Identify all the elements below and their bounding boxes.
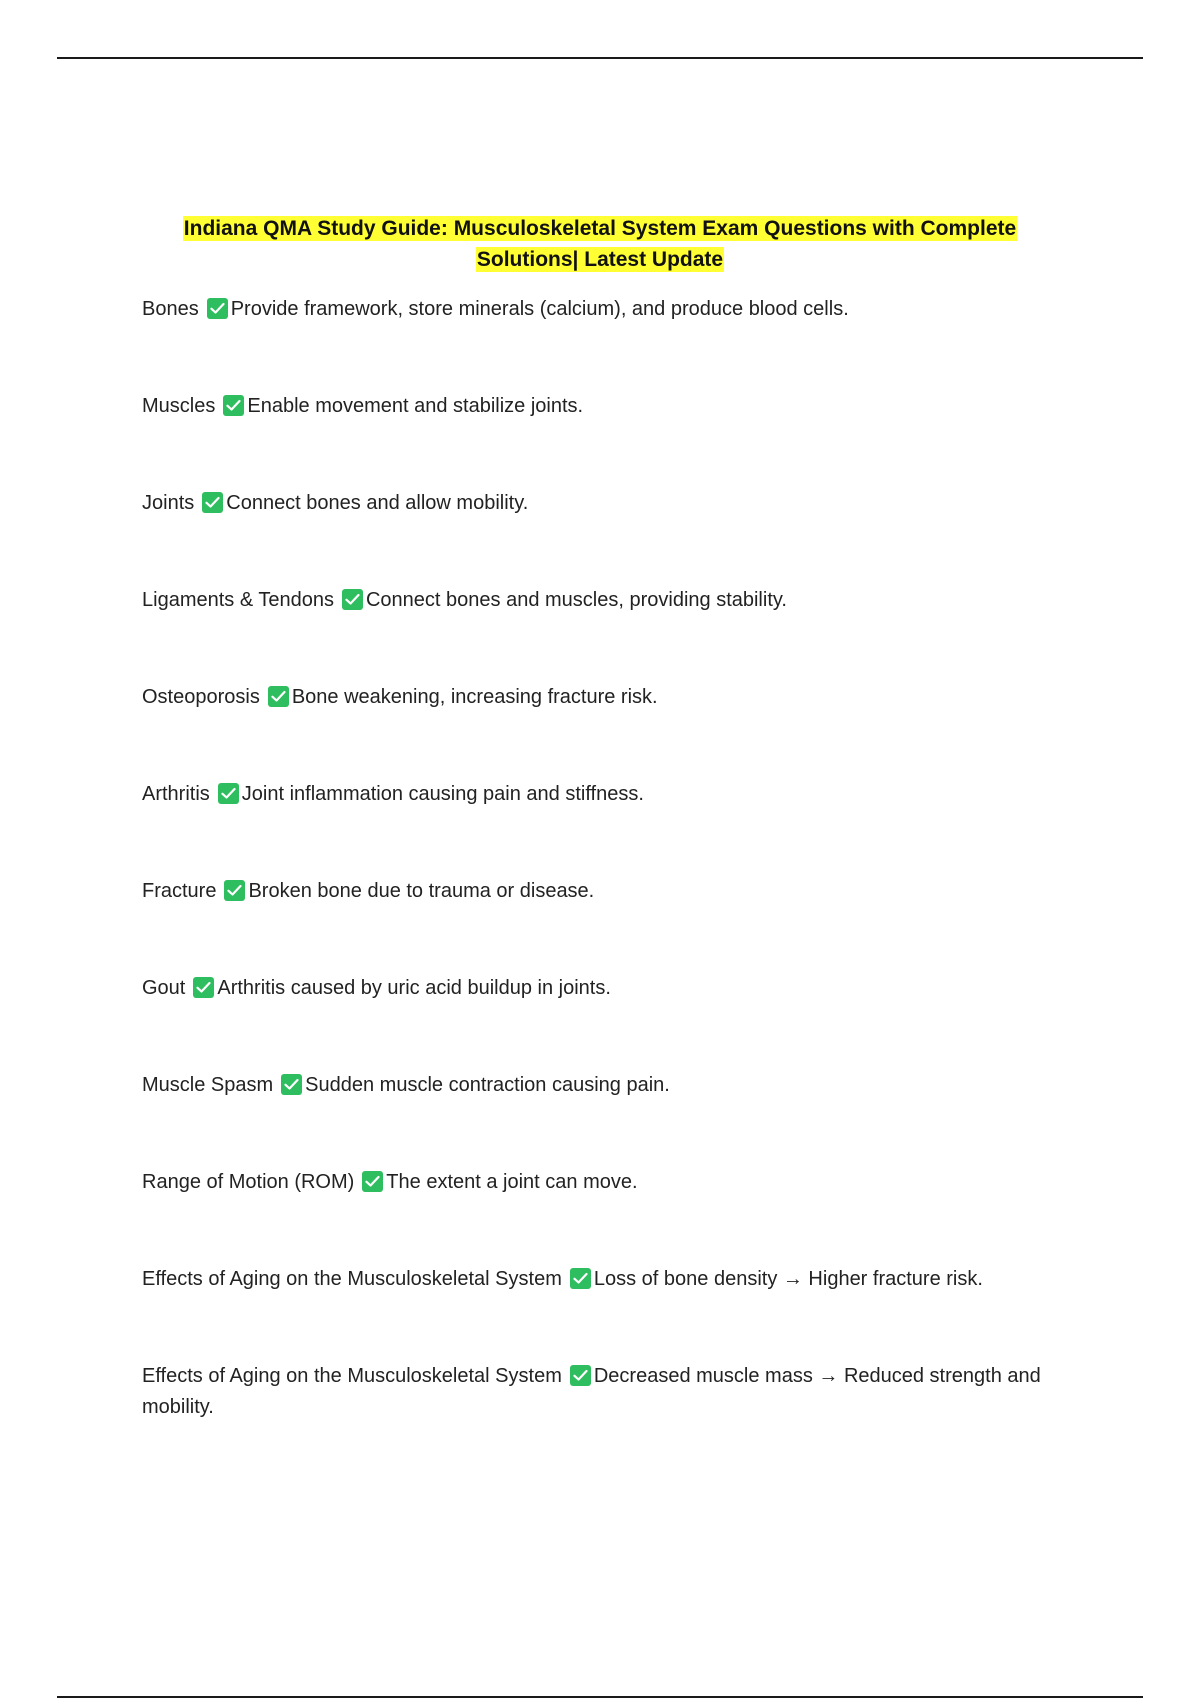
entry-list [142,294,1072,1458]
check-box-icon [224,880,245,901]
entry-definition: Decreased muscle mass → Reduced strength and mobility. [142,1365,1041,1418]
entry-definition: Arthritis caused by uric acid buildup in joints. [217,977,611,999]
entry-term: Gout [142,977,186,999]
bottom-divider [57,1696,1143,1698]
entry-term: Joints [142,492,195,514]
entry-item [142,779,1072,876]
check-box-icon [223,395,244,416]
check-box-icon [268,686,289,707]
check-box-icon [281,1074,302,1095]
entry-term: Bones [142,298,199,320]
entry-term: Osteoporosis [142,686,260,708]
check-box-icon [207,298,228,319]
entry-item [142,1070,1072,1167]
entry-item [142,391,1072,488]
entry-definition: Enable movement and stabilize joints. [247,395,584,417]
document-title [140,213,1060,275]
title-line-2: Solutions| Latest Update [476,248,724,271]
check-box-icon [570,1365,591,1386]
entry-definition: Broken bone due to trauma or disease. [248,880,595,902]
entry-definition: Joint inflammation causing pain and stiffness. [241,783,644,805]
check-box-icon [202,492,223,513]
entry-item [142,1264,1072,1361]
check-box-icon [342,589,363,610]
entry-item [142,876,1072,973]
entry-item [142,585,1072,682]
entry-item [142,1167,1072,1264]
entry-item [142,682,1072,779]
entry-definition: Connect bones and allow mobility. [226,492,529,514]
entry-item [142,973,1072,1070]
entry-term: Ligaments & Tendons [142,589,334,611]
top-divider [57,57,1143,59]
entry-definition: The extent a joint can move. [386,1171,638,1193]
check-box-icon [218,783,239,804]
entry-definition: Provide framework, store minerals (calcium), and produce blood cells. [230,298,849,320]
entry-term: Effects of Aging on the Musculoskeletal System [142,1365,562,1387]
check-box-icon [193,977,214,998]
check-box-icon [570,1268,591,1289]
entry-definition: Sudden muscle contraction causing pain. [305,1074,670,1096]
entry-item [142,294,1072,391]
entry-item [142,1361,1072,1458]
entry-item [142,488,1072,585]
entry-term: Muscles [142,395,216,417]
entry-term: Arthritis [142,783,210,805]
entry-definition: Connect bones and muscles, providing stability. [365,589,787,611]
entry-definition: Bone weakening, increasing fracture risk. [291,686,658,708]
entry-term: Muscle Spasm [142,1074,274,1096]
entry-term: Fracture [142,880,217,902]
entry-definition: Loss of bone density → Higher fracture risk. [593,1268,983,1290]
entry-term: Range of Motion (ROM) [142,1171,355,1193]
check-box-icon [362,1171,383,1192]
entry-term: Effects of Aging on the Musculoskeletal System [142,1268,562,1290]
title-line-1: Indiana QMA Study Guide: Musculoskeletal System Exam Questions with Complete [183,217,1017,240]
